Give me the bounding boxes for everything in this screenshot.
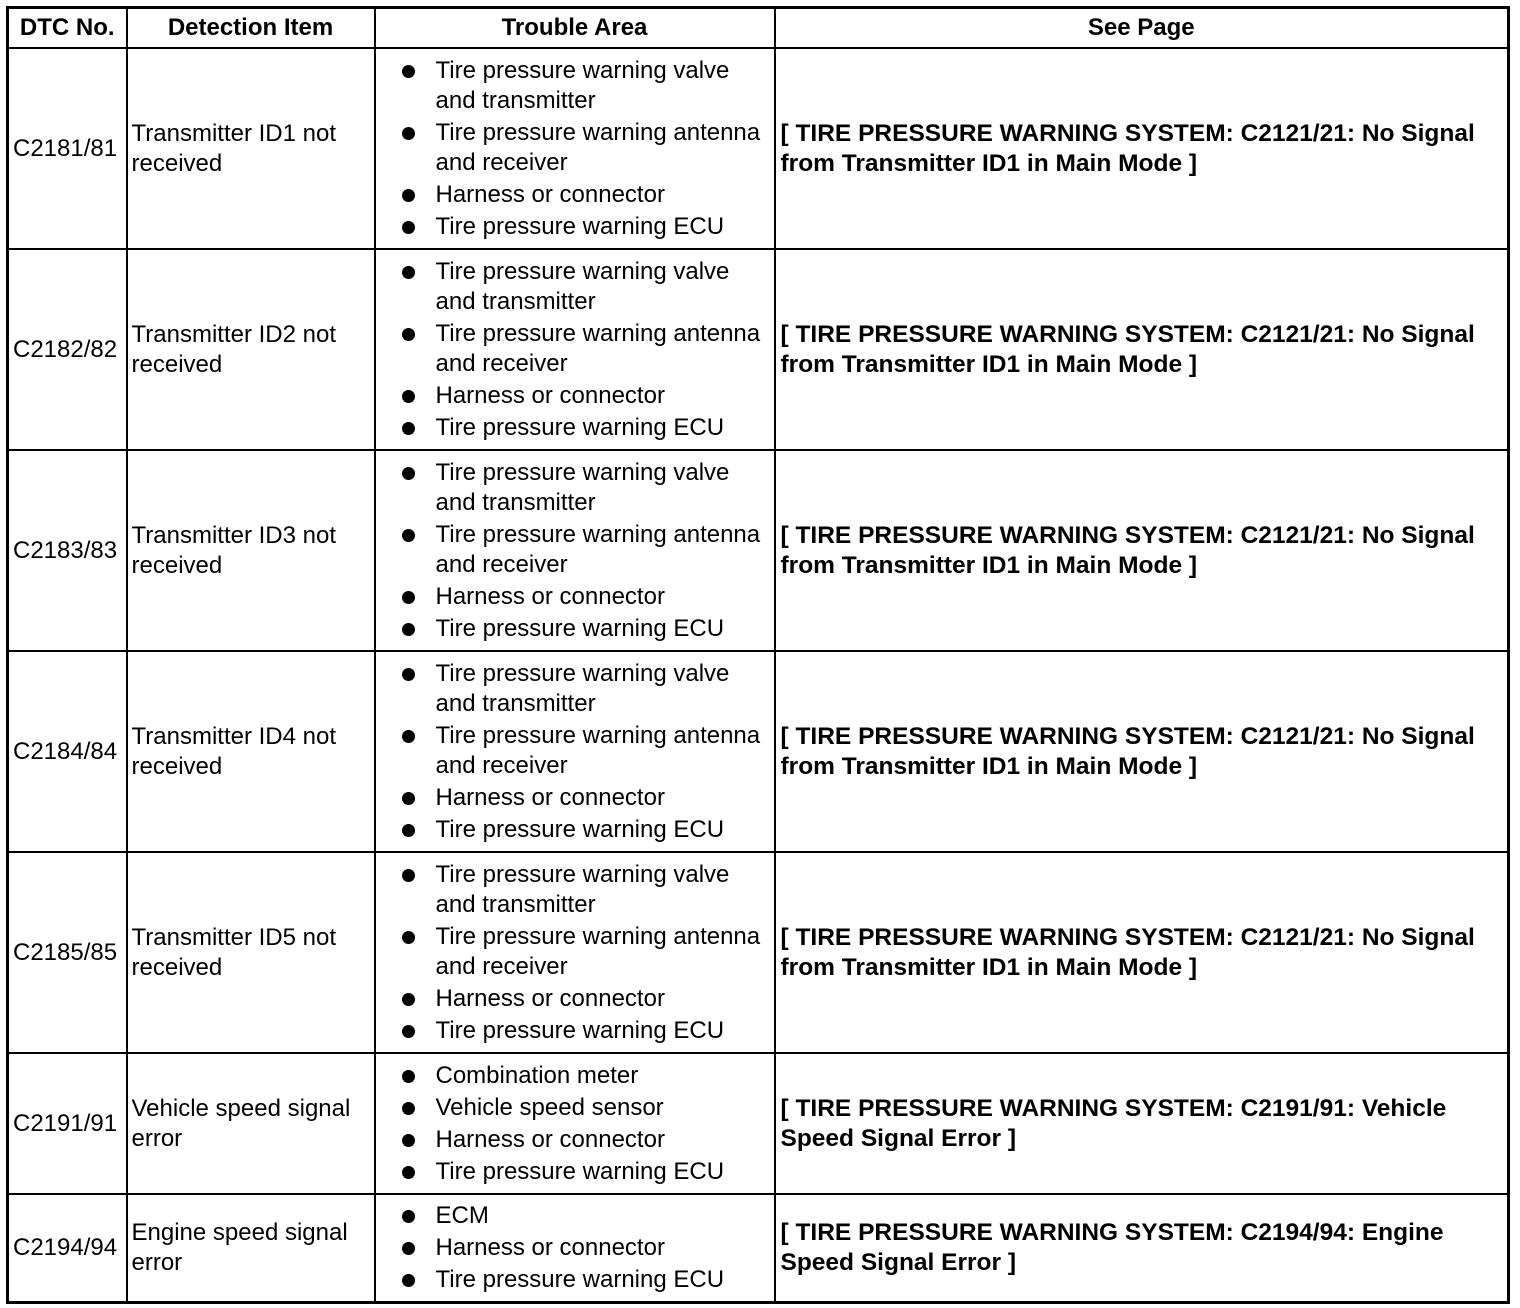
table-row [8,1194,1509,1302]
dtc-code: C2185/85 [8,852,127,1053]
trouble-area-item: Tire pressure warning ECU [400,1265,770,1295]
see-page-link[interactable]: [ TIRE PRESSURE WARNING SYSTEM: C2121/21: No Signal from Transmitter ID1 in Main Mode ] [775,651,1509,852]
trouble-area-item: Tire pressure warning antenna and receiver [400,520,770,580]
table-row [8,249,1509,450]
trouble-area-item: Tire pressure warning ECU [400,614,770,644]
trouble-area-item: Harness or connector [400,381,770,411]
trouble-area-item: Combination meter [400,1061,770,1091]
detection-item: Transmitter ID3 not received [127,450,375,651]
table-row [8,48,1509,249]
trouble-area-item: Tire pressure warning ECU [400,212,770,242]
trouble-area-item: Tire pressure warning antenna and receiver [400,721,770,781]
dtc-code: C2194/94 [8,1194,127,1302]
detection-item: Engine speed signal error [127,1194,375,1302]
table-row [8,450,1509,651]
trouble-area-item: Harness or connector [400,582,770,612]
trouble-area-item: Tire pressure warning ECU [400,815,770,845]
trouble-area-item: Tire pressure warning valve and transmitter [400,56,770,116]
trouble-area-list [375,651,775,852]
detection-item: Transmitter ID2 not received [127,249,375,450]
table-row [8,852,1509,1053]
trouble-area-item: Tire pressure warning valve and transmitter [400,458,770,518]
trouble-area-item: Harness or connector [400,1125,770,1155]
table-row [8,1053,1509,1194]
dtc-code: C2183/83 [8,450,127,651]
dtc-code: C2181/81 [8,48,127,249]
trouble-area-list [375,249,775,450]
detection-item: Transmitter ID1 not received [127,48,375,249]
trouble-area-item: Harness or connector [400,1233,770,1263]
see-page-link[interactable]: [ TIRE PRESSURE WARNING SYSTEM: C2121/21: No Signal from Transmitter ID1 in Main Mode ] [775,450,1509,651]
trouble-area-item: Tire pressure warning valve and transmitter [400,860,770,920]
header-dtc: DTC No. [8,8,127,49]
see-page-link[interactable]: [ TIRE PRESSURE WARNING SYSTEM: C2191/91: Vehicle Speed Signal Error ] [775,1053,1509,1194]
trouble-area-list [375,48,775,249]
trouble-area-list [375,1194,775,1302]
header-detection-item: Detection Item [127,8,375,49]
trouble-area-item: Tire pressure warning antenna and receiver [400,319,770,379]
trouble-area-item: Tire pressure warning antenna and receiver [400,922,770,982]
trouble-area-item: Tire pressure warning valve and transmitter [400,659,770,719]
trouble-area-item: Harness or connector [400,180,770,210]
trouble-area-item: Harness or connector [400,783,770,813]
dtc-table [6,6,1510,1304]
trouble-area-item: Tire pressure warning ECU [400,1016,770,1046]
dtc-code: C2182/82 [8,249,127,450]
trouble-area-item: Tire pressure warning ECU [400,1157,770,1187]
see-page-link[interactable]: [ TIRE PRESSURE WARNING SYSTEM: C2121/21: No Signal from Transmitter ID1 in Main Mode ] [775,48,1509,249]
trouble-area-item: ECM [400,1201,770,1231]
trouble-area-item: Tire pressure warning antenna and receiver [400,118,770,178]
see-page-link[interactable]: [ TIRE PRESSURE WARNING SYSTEM: C2121/21: No Signal from Transmitter ID1 in Main Mode ] [775,852,1509,1053]
detection-item: Transmitter ID5 not received [127,852,375,1053]
header-row [8,8,1509,49]
table-row [8,651,1509,852]
trouble-area-list [375,852,775,1053]
see-page-link[interactable]: [ TIRE PRESSURE WARNING SYSTEM: C2194/94: Engine Speed Signal Error ] [775,1194,1509,1302]
trouble-area-list [375,450,775,651]
dtc-code: C2184/84 [8,651,127,852]
detection-item: Vehicle speed signal error [127,1053,375,1194]
see-page-link[interactable]: [ TIRE PRESSURE WARNING SYSTEM: C2121/21: No Signal from Transmitter ID1 in Main Mode ] [775,249,1509,450]
trouble-area-item: Harness or connector [400,984,770,1014]
trouble-area-item: Tire pressure warning ECU [400,413,770,443]
header-see-page: See Page [775,8,1509,49]
trouble-area-item: Tire pressure warning valve and transmitter [400,257,770,317]
trouble-area-list [375,1053,775,1194]
header-trouble-area: Trouble Area [375,8,775,49]
dtc-code: C2191/91 [8,1053,127,1194]
trouble-area-item: Vehicle speed sensor [400,1093,770,1123]
detection-item: Transmitter ID4 not received [127,651,375,852]
